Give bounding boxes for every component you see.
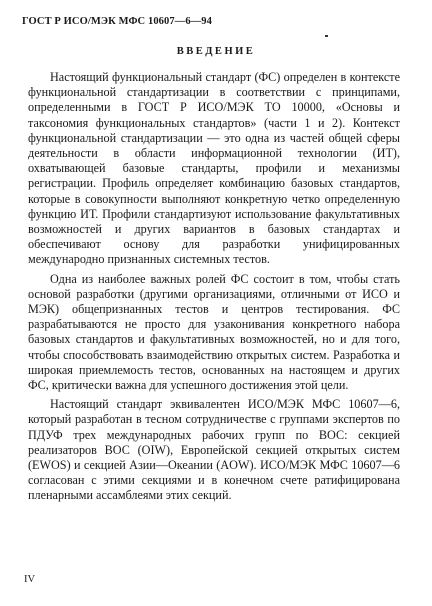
section-title: ВВЕДЕНИЕ: [176, 46, 256, 57]
print-speck: [325, 35, 328, 37]
paragraph-1: Настоящий функциональный стандарт (ФС) определен в контексте функциональной стандартизации в соответствии с принципами, определенными в ГОСТ Р ИСО/МЭК ТО 10000, «Основы и таксономия функциональных стандартов» (части 1 и 2). Контекст функциональной стандартизации — это одна из частей общей сферы деятельности в области информационной технологии (ИТ), охватывающей базовые стандарты, профили и механизмы регистрации. Профиль определяет комбинацию базовых стандартов, которые в совокупности выполняют конкретную четко определенную функцию ИТ. Профили стандартизуют использование факультативных возможностей и других вариантов в базовых стандартах и обеспечивают основу для разработки унифицированных международно признанных системных тестов.: [28, 70, 400, 267]
paragraph-3: Настоящий стандарт эквивалентен ИСО/МЭК МФС 10607—6, который разработан в тесном сотрудничестве с группами экспертов по ПДУФ трех международных рабочих групп по ВОС: секцией реализаторов ВОС (OIW), Европейской секцией открытых систем (EWOS) и секцией Азии—Океании (AOW). ИСО/МЭК МФС 10607—6 согласован с этими секциями и в конечном счете ратифицирована пленарными ассамблеями этих секций.: [28, 397, 400, 503]
page-number: IV: [24, 574, 36, 585]
paragraph-2: Одна из наиболее важных ролей ФС состоит в том, чтобы стать основой разработки (другими организациями, отличными от ИСО и МЭК) общепризнанных тестов и центров тестирования. ФС разрабатываются не просто для узаконивания конкретного набора базовых стандартов и факультативных возможностей, но и для того, чтобы способствовать взаимодействию открытых систем. Разработка и широкая приемлемость тестов, основанных на настоящем и других ФС, критически важна для успешного достижения этой цели.: [28, 271, 400, 393]
body-text: [28, 70, 400, 508]
document-header: ГОСТ Р ИСО/МЭК МФС 10607—6—94: [22, 16, 212, 27]
